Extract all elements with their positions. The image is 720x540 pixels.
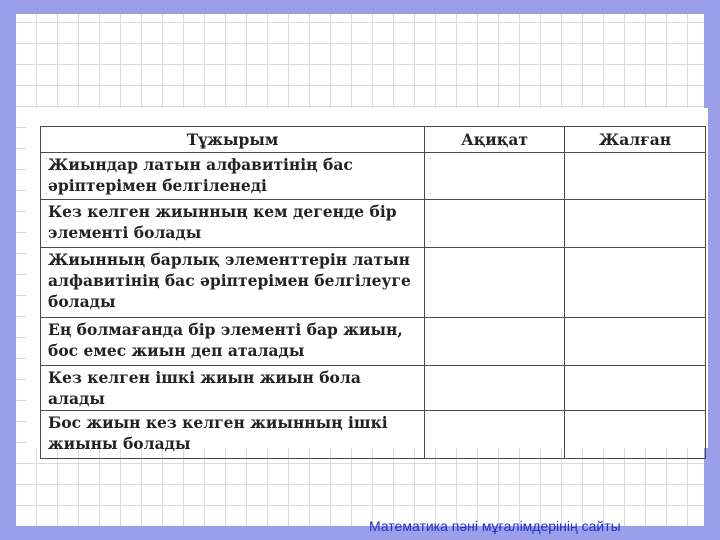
true-answer-cell[interactable]	[425, 366, 565, 411]
true-answer-cell[interactable]	[425, 153, 565, 200]
statement-cell: Кез келген ішкі жиын жиын бола алады	[41, 366, 425, 411]
false-answer-cell[interactable]	[565, 411, 706, 459]
true-answer-cell[interactable]	[425, 411, 565, 459]
table-header-row	[41, 127, 706, 153]
false-answer-cell[interactable]	[565, 318, 706, 366]
statement-cell: Жиынның барлық элементтерін латын алфавитінің бас әріптерімен белгілеуге болады	[41, 248, 425, 318]
false-answer-cell[interactable]	[565, 200, 706, 248]
statement-cell: Жиындар латын алфавитінің бас әріптерімен белгіленеді	[41, 153, 425, 200]
table-row	[41, 318, 706, 366]
header-statement: Тұжырым	[41, 127, 425, 153]
false-answer-cell[interactable]	[565, 248, 706, 318]
table-row	[41, 153, 706, 200]
table-row	[41, 411, 706, 459]
header-true: Ақиқат	[425, 127, 565, 153]
statement-cell: Кез келген жиынның кем дегенде бір элементі болады	[41, 200, 425, 248]
grid-paper-background	[16, 14, 704, 526]
true-answer-cell[interactable]	[425, 200, 565, 248]
true-answer-cell[interactable]	[425, 248, 565, 318]
table-panel	[26, 108, 708, 453]
statement-cell: Бос жиын кез келген жиынның ішкі жиыны болады	[41, 411, 425, 459]
table-row	[41, 248, 706, 318]
true-false-table	[40, 126, 706, 459]
statement-cell: Ең болмағанда бір элементі бар жиын, бос емес жиын деп аталады	[41, 318, 425, 366]
table-row	[41, 200, 706, 248]
true-answer-cell[interactable]	[425, 318, 565, 366]
header-false: Жалған	[565, 127, 706, 153]
footer-site-caption: Математика пәні мұғалімдерінің сайты	[369, 518, 621, 534]
false-answer-cell[interactable]	[565, 153, 706, 200]
false-answer-cell[interactable]	[565, 366, 706, 411]
table-row	[41, 366, 706, 411]
